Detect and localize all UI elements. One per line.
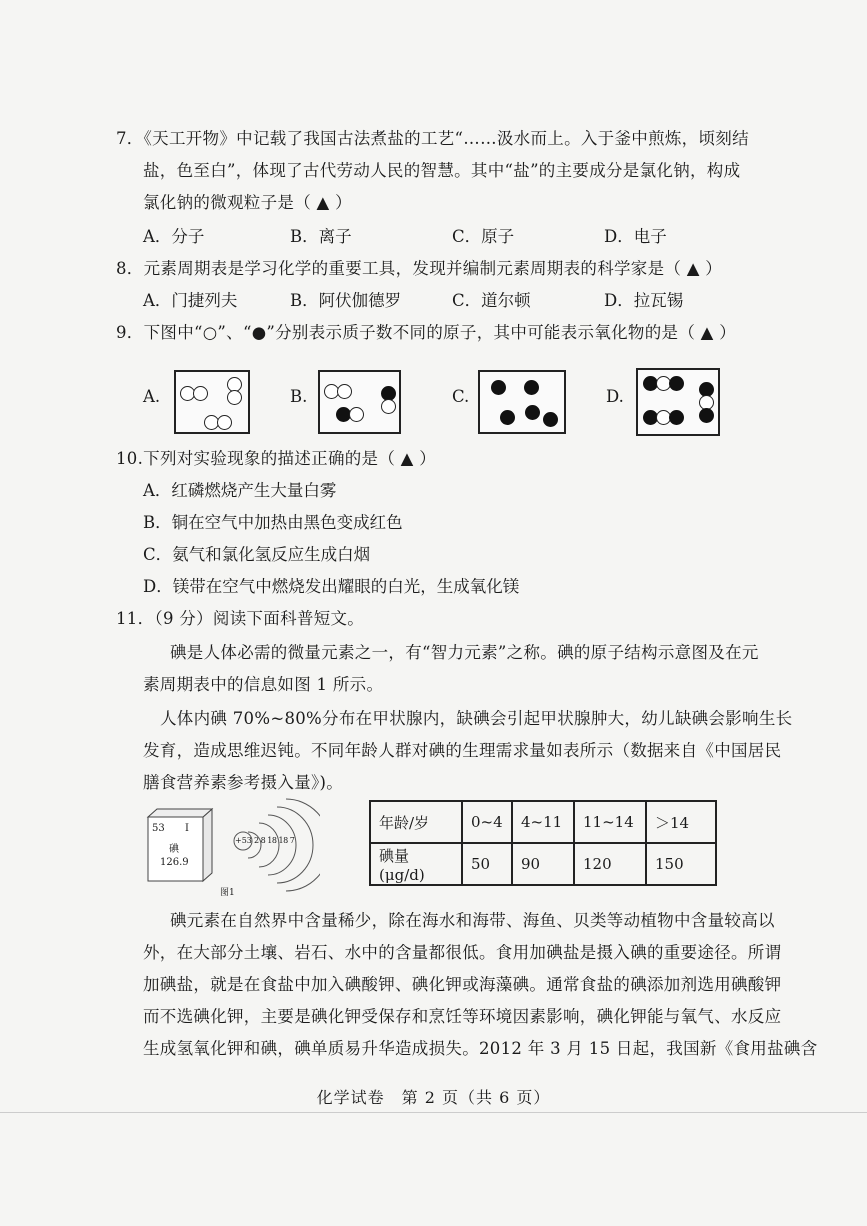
q11-p3-line-2: 外，在大部分土壤、岩石、水中的含量都很低。食用加碘盐是摄入碘的重要途径。所谓 <box>143 943 782 962</box>
q11-p2-line-1: 人体内碘 70%~80%分布在甲状腺内，缺碘会引起甲状腺肿大，幼儿缺碘会影响生长 <box>160 709 793 728</box>
q8-option-a: A．门捷列夫 <box>143 291 238 310</box>
q10-option-b: B．铜在空气中加热由黑色变成红色 <box>143 513 403 532</box>
table-header-cell: 11~14 <box>574 801 646 843</box>
iodine-name: 碘 <box>169 844 179 855</box>
white-atom <box>217 415 232 430</box>
q7-line-3: 氯化钠的微观粒子是（ ▲ ） <box>143 193 352 212</box>
table-header-cell: 0~4 <box>462 801 512 843</box>
q10-option-c: C．氨气和氯化氢反应生成白烟 <box>143 545 371 564</box>
q11-p3-line-1: 碘元素在自然界中含量稀少，除在海水和海带、海鱼、贝类等动植物中含量较高以 <box>170 911 775 930</box>
table-header-cell: 年龄/岁 <box>370 801 462 843</box>
white-atom <box>193 386 208 401</box>
q9-diagram-d <box>636 368 720 436</box>
q11-p2-line-2: 发育，造成思维迟钝。不同年龄人群对碘的生理需求量如表所示（数据来自《中国居民 <box>143 741 782 760</box>
q10-option-a: A．红磷燃烧产生大量白雾 <box>143 481 337 500</box>
q9-label-d: D. <box>606 387 624 406</box>
black-atom <box>525 405 540 420</box>
table-cell: 90 <box>512 843 574 885</box>
footer-divider <box>0 1112 867 1113</box>
figure-caption: 图1 <box>220 888 235 898</box>
table-cell: 150 <box>646 843 716 885</box>
q10-line-1: 10.下列对实验现象的描述正确的是（ ▲ ） <box>116 449 437 468</box>
q11-p3-line-3: 加碘盐，就是在食盐中加入碘酸钾、碘化钾或海藻碘。通常食盐的碘添加剂选用碘酸钾 <box>143 975 782 994</box>
q7-line-2: 盐，色至白”，体现了古代劳动人民的智慧。其中“盐”的主要成分是氯化钠，构成 <box>143 161 741 180</box>
q8-option-c: C．道尔顿 <box>452 291 531 310</box>
q10-option-d: D．镁带在空气中燃烧发出耀眼的白光，生成氧化镁 <box>143 577 520 596</box>
q8-option-b: B．阿伏伽德罗 <box>290 291 402 310</box>
iodine-symbol: I <box>185 823 189 834</box>
iodine-electron-shells: 2 8 18 18 7 <box>254 836 295 845</box>
black-atom <box>500 410 515 425</box>
white-atom <box>337 384 352 399</box>
q11-p2-line-3: 膳食营养素参考摄入量》)。 <box>143 773 344 792</box>
q7-option-d: D．电子 <box>604 227 667 246</box>
q7-option-c: C．原子 <box>452 227 515 246</box>
q7-option-b: B．离子 <box>290 227 352 246</box>
black-atom <box>699 408 714 423</box>
q7-line-1: 7．《天工开物》中记载了我国古法煮盐的工艺“……汲水而上。入于釜中煎炼，顷刻结 <box>116 129 749 148</box>
q11-p3-line-4: 而不选碘化钾，主要是碘化钾受保存和烹饪等环境因素影响，碘化钾能与氧气、水反应 <box>143 1007 782 1026</box>
q9-label-c: C. <box>452 387 470 406</box>
iodine-atomic-mass: 126.9 <box>160 857 189 868</box>
black-atom <box>669 376 684 391</box>
table-header-cell: 4~11 <box>512 801 574 843</box>
q9-diagram-a <box>174 370 250 434</box>
white-atom <box>349 407 364 422</box>
iodine-requirement-table <box>369 800 717 886</box>
white-atom <box>381 399 396 414</box>
black-atom <box>491 380 506 395</box>
black-atom <box>669 410 684 425</box>
iodine-figure-graphic <box>140 795 320 895</box>
figure-1 <box>140 795 320 898</box>
q11-p3-line-5: 生成氢氧化钾和碘，碘单质易升华造成损失。2012 年 3 月 15 日起，我国新《食用盐碘含 <box>143 1039 818 1058</box>
q11-line-1: 11．（9 分）阅读下面科普短文。 <box>116 609 365 628</box>
q11-p1-line-2: 素周期表中的信息如图 1 所示。 <box>143 675 384 694</box>
q8-option-d: D．拉瓦锡 <box>604 291 684 310</box>
q9-diagram-c <box>478 370 566 434</box>
page-footer: 化学试卷 第 2 页（共 6 页） <box>316 1088 551 1107</box>
q11-p1-line-1: 碘是人体必需的微量元素之一，有“智力元素”之称。碘的原子结构示意图及在元 <box>170 643 759 662</box>
q8-line-1: 8．元素周期表是学习化学的重要工具，发现并编制元素周期表的科学家是（ ▲ ） <box>116 259 723 278</box>
black-atom <box>524 380 539 395</box>
table-cell: 50 <box>462 843 512 885</box>
q9-label-a: A. <box>143 387 161 406</box>
table-row <box>370 843 716 885</box>
black-atom <box>543 412 558 427</box>
table-cell: 碘量(μg/d) <box>370 843 462 885</box>
iodine-nucleus-charge: +53 <box>235 836 252 845</box>
white-atom <box>227 390 242 405</box>
table-header-cell: ＞14 <box>646 801 716 843</box>
q9-label-b: B. <box>290 387 308 406</box>
iodine-atomic-number: 53 <box>152 823 165 834</box>
table-cell: 120 <box>574 843 646 885</box>
table-header-row <box>370 801 716 843</box>
q9-line-1: 9．下图中“○”、“●”分别表示质子数不同的原子，其中可能表示氧化物的是（ ▲ ） <box>116 323 737 342</box>
q7-option-a: A．分子 <box>143 227 205 246</box>
q9-diagram-b <box>318 370 401 434</box>
